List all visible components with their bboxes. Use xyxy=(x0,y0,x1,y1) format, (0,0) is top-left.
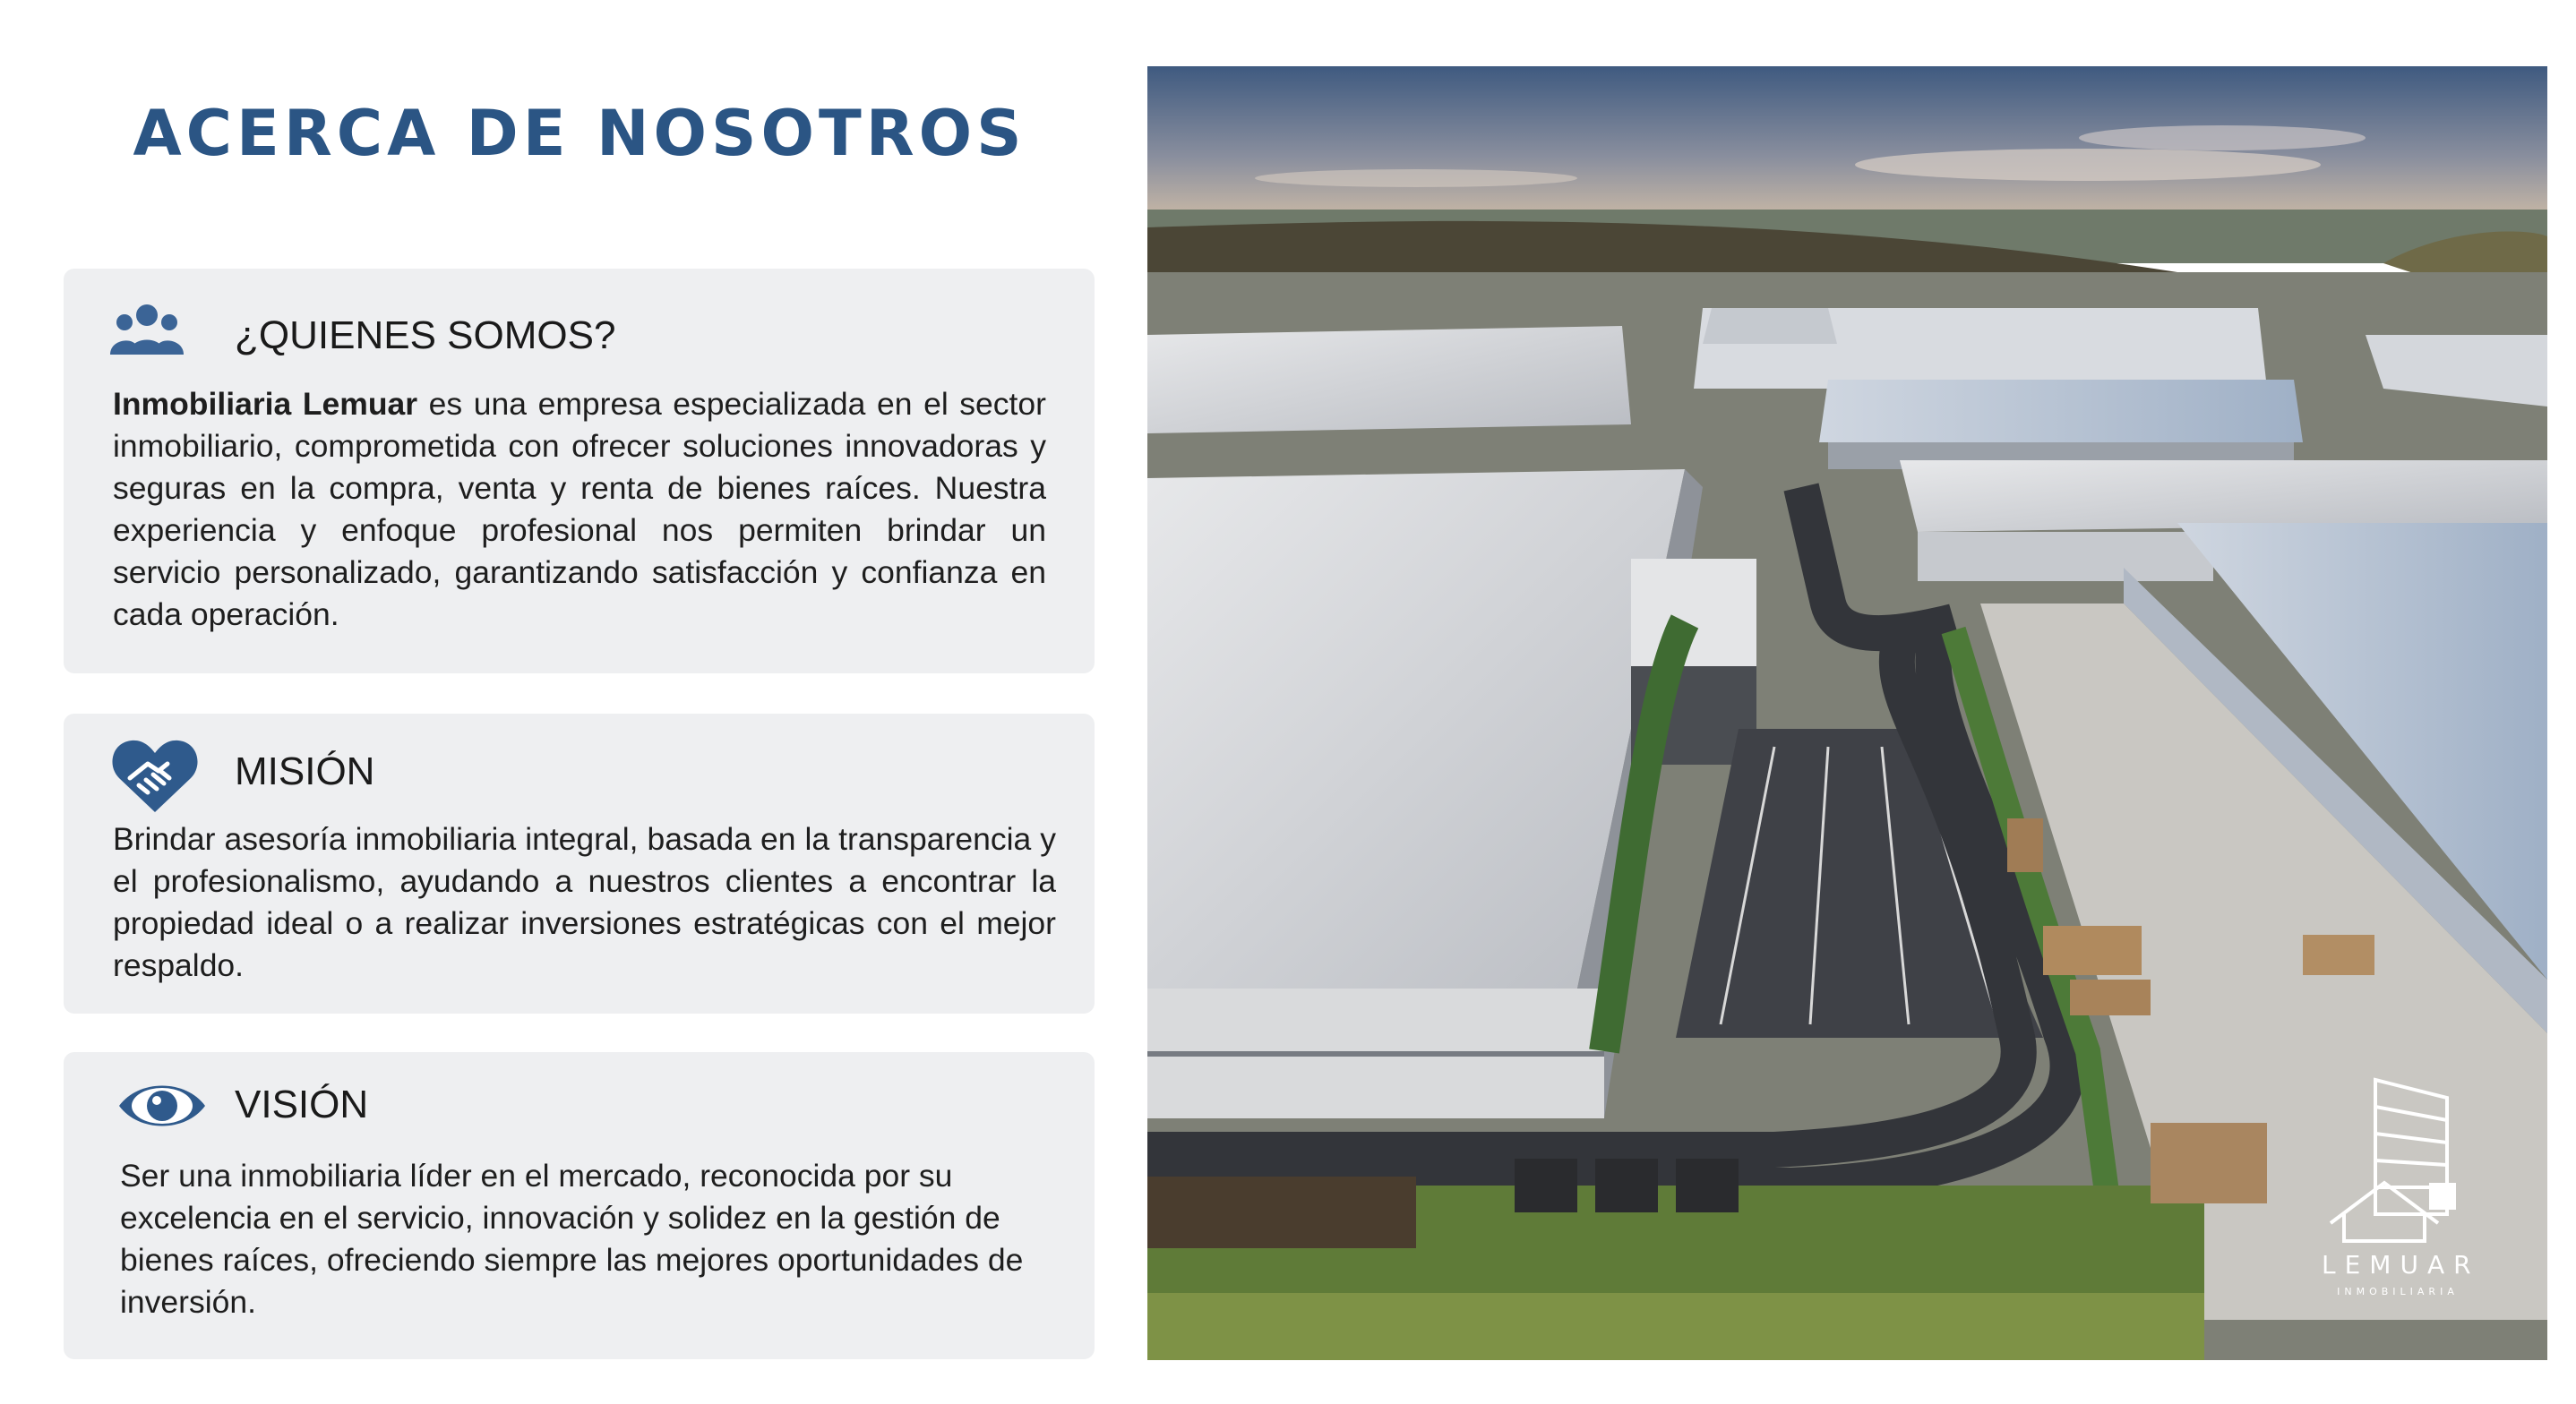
company-name: Inmobiliaria Lemuar xyxy=(113,386,418,422)
eye-icon xyxy=(117,1079,207,1137)
quienes-somos-card xyxy=(64,269,1095,673)
vision-heading: VISIÓN xyxy=(235,1083,369,1126)
quienes-somos-text xyxy=(113,383,1046,636)
people-group-icon xyxy=(110,303,184,363)
page-title: ACERCA DE NOSOTROS xyxy=(133,97,1026,170)
logo-subtitle: INMOBILIARIA xyxy=(2337,1286,2459,1297)
quienes-somos-description: es una empresa especializada en el sector inmobiliario, comprometida con ofrecer soluciones innovadoras y seguras en la compra, venta y renta de bienes raíces. Nuestra experiencia y enfoque profesional nos permiten brindar un servicio personalizado, garantizando satisfacción y confianza en cada operación. xyxy=(113,386,1046,632)
mision-text: Brindar asesoría inmobiliaria integral, basada en la transparencia y el profesionalismo, ayudando a nuestros clientes a encontrar la propiedad ideal o a realizar inversiones estratégicas con el mejor respaldo. xyxy=(113,821,1056,983)
quienes-somos-heading: ¿QUIENES SOMOS? xyxy=(235,313,616,357)
logo-name: LEMUAR xyxy=(2322,1250,2480,1280)
mision-heading: MISIÓN xyxy=(235,749,375,793)
aerial-warehouse-photo xyxy=(1147,66,2547,1360)
vision-card xyxy=(64,1052,1095,1359)
heart-handshake-icon xyxy=(112,737,198,818)
vision-text: Ser una inmobiliaria líder en el mercado, reconocida por su excelencia en el servicio, innovación y solidez en la gestión de bienes raíces, ofreciendo siempre las mejores oportunidades de inversión. xyxy=(120,1158,1024,1320)
lemuar-logo xyxy=(2322,1071,2480,1314)
mision-card xyxy=(64,714,1095,1014)
